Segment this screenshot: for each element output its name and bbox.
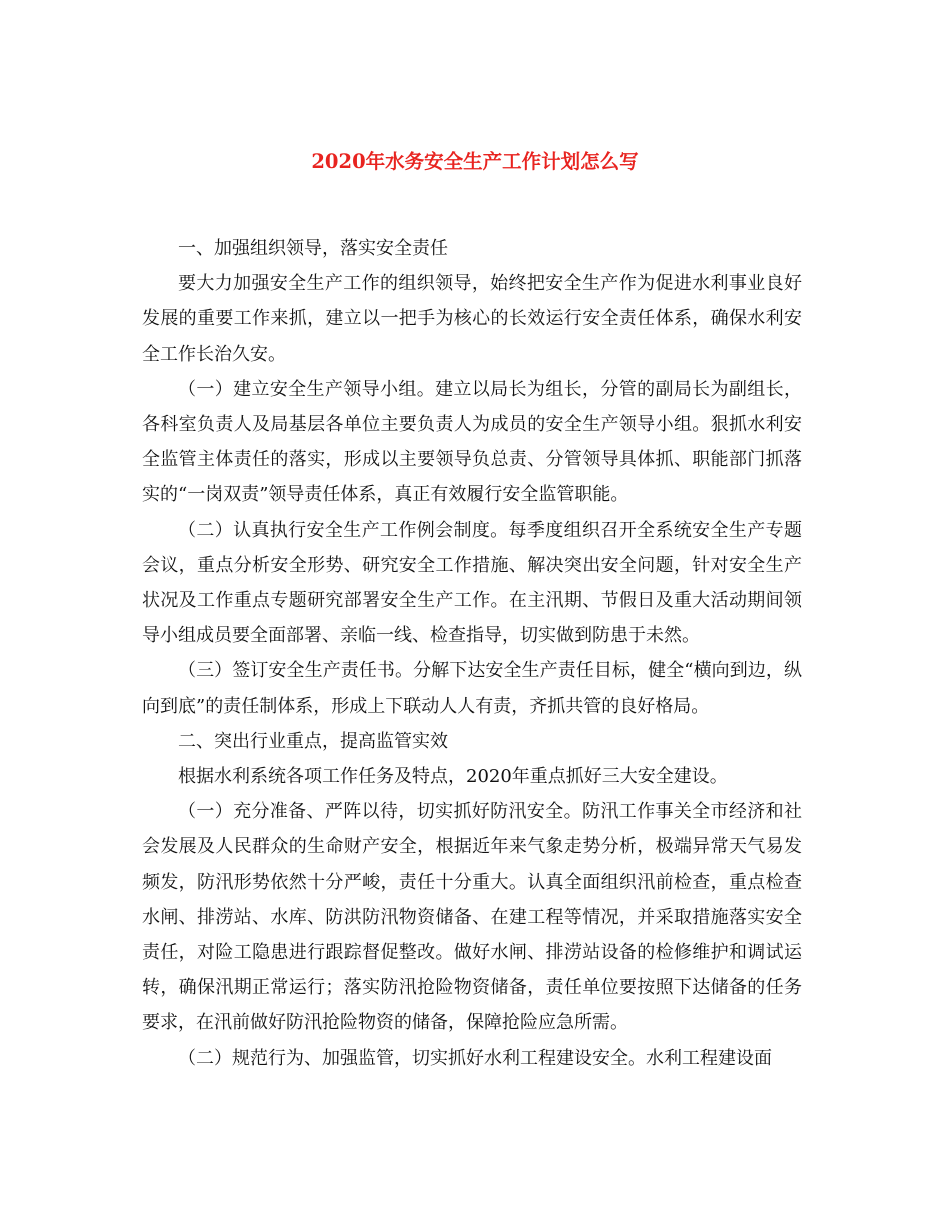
document-title: 2020年水务安全生产工作计划怎么写: [311, 150, 639, 173]
paragraph: （三）签订安全生产责任书。分解下达安全生产责任目标，健全“横向到边，纵向到底”的责任制体系，形成上下联动人人有责，齐抓共管的良好格局。: [142, 660, 802, 717]
section-heading: 二、突出行业重点，提高监管实效: [178, 730, 448, 752]
paragraph: （一）建立安全生产领导小组。建立以局长为组长，分管的副局长为副组长，各科室负责人及局基层各单位主要负责人为成员的安全生产领导小组。狠抓水利安全监管主体责任的落实，形成以主要领导负总责、分管领导具体抓、职能部门抓落实的“一岗双责”领导责任体系，真正有效履行安全监管职能。: [142, 378, 802, 506]
paragraph: （一）充分准备、严阵以待，切实抓好防汛安全。防汛工作事关全市经济和社会发展及人民群众的生命财产安全，根据近年来气象走势分析，极端异常天气易发频发，防汛形势依然十分严峻，责任十分重大。认真全面组织汛前检查，重点检查水闸、排涝站、水库、防洪防汛物资储备、在建工程等情况，并采取措施落实安全责任，对险工隐患进行跟踪督促整改。做好水闸、排涝站设备的检修维护和调试运转，确保汛期正常运行；落实防汛抢险物资储备，责任单位要按照下达储备的任务要求，在汛前做好防汛抢险物资的储备，保障抢险应急所需。: [142, 801, 802, 1034]
document-body: [142, 231, 802, 1076]
paragraph: （二）规范行为、加强监管，切实抓好水利工程建设安全。水利工程建设面: [178, 1047, 772, 1069]
paragraph: （二）认真执行安全生产工作例会制度。每季度组织召开全系统安全生产专题会议，重点分析安全形势、研究安全工作措施、解决突出安全问题，针对安全生产状况及工作重点专题研究部署安全生产工作。在主汛期、节假日及重大活动期间领导小组成员要全面部署、亲临一线、检查指导，切实做到防患于未然。: [142, 519, 802, 647]
paragraph: 要大力加强安全生产工作的组织领导，始终把安全生产作为促进水利事业良好发展的重要工作来抓，建立以一把手为核心的长效运行安全责任体系，确保水利安全工作长治久安。: [142, 273, 802, 365]
paragraph: 根据水利系统各项工作任务及特点，2020年重点抓好三大安全建设。: [178, 766, 728, 788]
section-heading: 一、加强组织领导，落实安全责任: [178, 238, 448, 259]
